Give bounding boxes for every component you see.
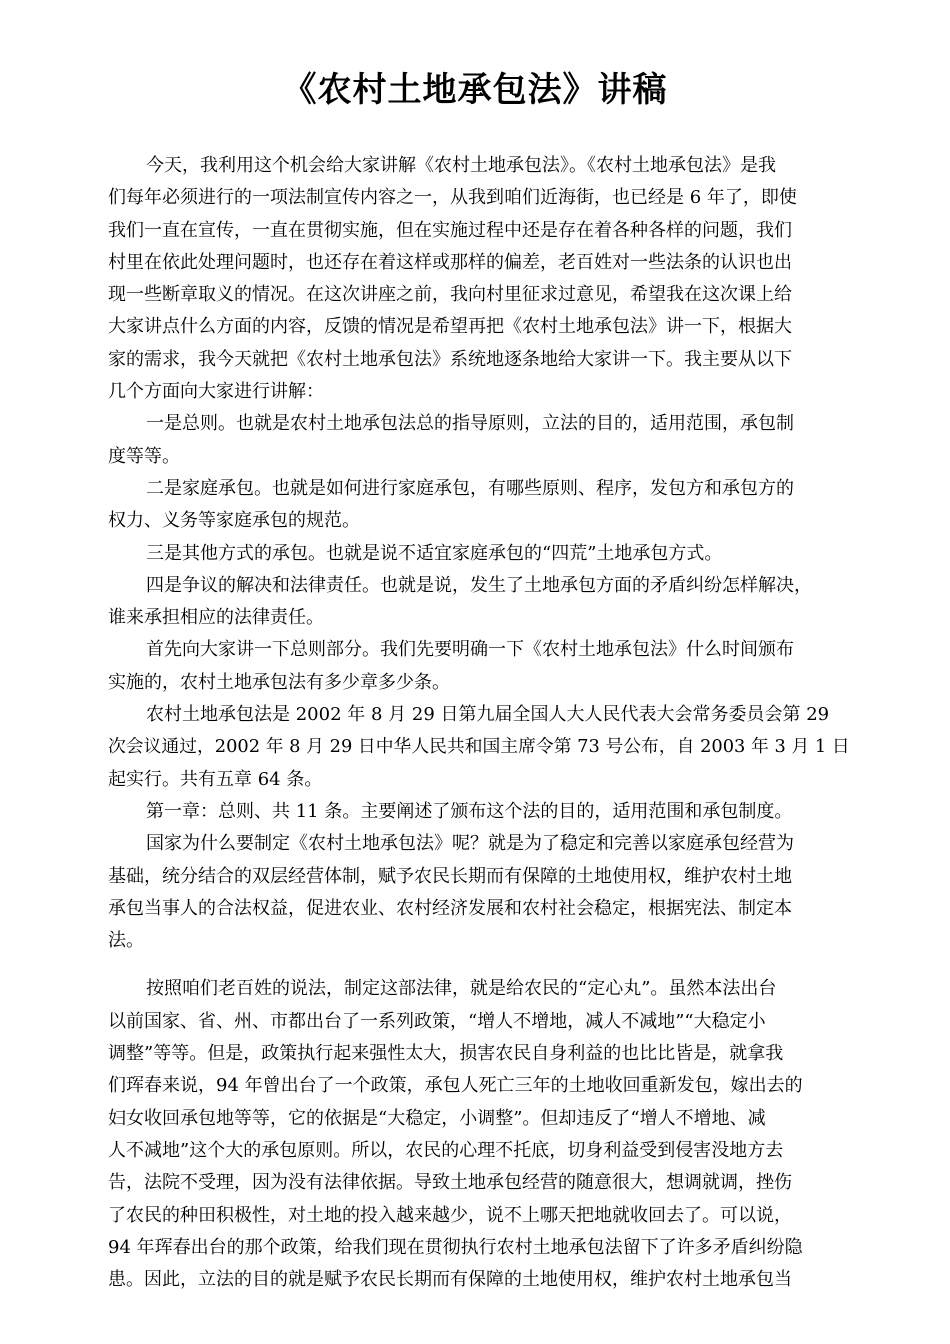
paragraph-line: 四是争议的解决和法律责任。也就是说，发生了土地承包方面的矛盾纠纷怎样解决， xyxy=(146,574,812,596)
paragraph-line: 首先向大家讲一下总则部分。我们先要明确一下《农村土地承包法》什么时间颁布 xyxy=(146,639,794,661)
paragraph-line: 法。 xyxy=(108,930,144,952)
paragraph-line: 了农民的种田积极性，对土地的投入越来越少，说不上哪天把地就收回去了。可以说， xyxy=(108,1204,792,1226)
paragraph-line: 第一章：总则、共 11 条。主要阐述了颁布这个法的目的，适用范围和承包制度。 xyxy=(146,800,793,822)
paragraph-line: 妇女收回承包地等等，它的依据是“大稳定，小调整”。但却违反了“增人不增地、减 xyxy=(108,1107,766,1129)
paragraph-line: 二是家庭承包。也就是如何进行家庭承包，有哪些原则、程序，发包方和承包方的 xyxy=(146,477,794,499)
paragraph-line: 今天，我利用这个机会给大家讲解《农村土地承包法》。《农村土地承包法》是我 xyxy=(146,155,776,176)
paragraph-line: 们珲春来说，94 年曾出台了一个政策，承包人死亡三年的土地收回重新发包，嫁出去的 xyxy=(108,1075,803,1097)
paragraph-line: 三是其他方式的承包。也就是说不适宜家庭承包的“四荒”土地承包方式。 xyxy=(146,542,723,564)
document-title: 《农村土地承包法》讲稿 xyxy=(282,70,668,110)
paragraph-general-principles xyxy=(108,408,850,473)
paragraph-line: 几个方面向大家进行讲解： xyxy=(108,381,324,403)
paragraph-other-contracting xyxy=(108,538,850,570)
paragraph-line: 次会议通过，2002 年 8 月 29 日中华人民共和国主席令第 73 号公布，自 2003 年 3 月 1 日 xyxy=(108,736,850,758)
paragraph-line: 94 年珲春出台的那个政策，给我们现在贯彻执行农村土地承包法留下了许多矛盾纠纷隐 xyxy=(108,1236,803,1258)
paragraph-line: 我们一直在宣传，一直在贯彻实施，但在实施过程中还是存在着各种各样的问题，我们 xyxy=(108,219,792,241)
paragraph-line: 按照咱们老百姓的说法，制定这部法律，就是给农民的“定心丸”。虽然本法出台 xyxy=(146,978,777,1000)
paragraph-line: 基础，统分结合的双层经营体制，赋予农民长期而有保障的土地使用权，维护农村土地 xyxy=(108,865,792,887)
paragraph-line: 大家讲点什么方面的内容，反馈的情况是希望再把《农村土地承包法》讲一下，根据大 xyxy=(108,316,792,338)
paragraph-line: 现一些断章取义的情况。在这次讲座之前，我向村里征求过意见，希望我在这次课上给 xyxy=(108,284,792,306)
paragraph-line: 国家为什么要制定《农村土地承包法》呢？就是为了稳定和完善以家庭承包经营为 xyxy=(146,833,794,855)
paragraph-line: 农村土地承包法是 2002 年 8 月 29 日第九届全国人大人民代表大会常务委员会第 29 xyxy=(146,704,830,726)
paragraph-line: 一是总则。也就是农村土地承包法总的指导原则，立法的目的，适用范围，承包制 xyxy=(146,413,794,435)
paragraph-disputes xyxy=(108,570,850,635)
paragraph-line: 患。因此，立法的目的就是赋予农民长期而有保障的土地使用权，维护农村土地承包当 xyxy=(108,1269,792,1291)
paragraph-family-contracting xyxy=(108,473,850,538)
paragraph-purpose xyxy=(108,828,850,957)
paragraph-spacer xyxy=(108,957,850,973)
paragraph-line: 告，法院不受理，因为没有法律依据。导致土地承包经营的随意很大，想调就调，挫伤 xyxy=(108,1172,792,1194)
paragraph-line: 实施的，农村土地承包法有多少章多少条。 xyxy=(108,671,450,693)
paragraph-line: 承包当事人的合法权益，促进农业、农村经济发展和农村社会稳定，根据宪法、制定本 xyxy=(108,897,792,919)
paragraph-line: 村里在依此处理问题时，也还存在着这样或那样的偏差，老百姓对一些法条的认识也出 xyxy=(108,251,792,273)
paragraph-intro xyxy=(108,150,850,408)
paragraph-line: 家的需求，我今天就把《农村土地承包法》系统地逐条地给大家讲一下。我主要从以下 xyxy=(108,348,792,370)
paragraph-line: 们每年必须进行的一项法制宣传内容之一，从我到咱们近海街，也已经是 6 年了，即使 xyxy=(108,187,797,209)
paragraph-general-section xyxy=(108,634,850,699)
paragraph-chapter-one xyxy=(108,796,850,828)
paragraph-line: 起实行。共有五章 64 条。 xyxy=(108,768,323,790)
paragraph-line: 人不减地”这个大的承包原则。所以，农民的心理不托底，切身利益受到侵害没地方去 xyxy=(108,1139,784,1161)
paragraph-line: 度等等。 xyxy=(108,445,180,467)
paragraph-line: 调整”等等。但是，政策执行起来强性太大，损害农民自身利益的也比比皆是，就拿我 xyxy=(108,1043,784,1065)
paragraph-line: 以前国家、省、州、市都出台了一系列政策，“增人不增地，减人不减地”“大稳定小 xyxy=(108,1010,766,1032)
paragraph-reassurance xyxy=(108,973,850,1296)
document-body xyxy=(108,150,850,1296)
paragraph-line: 权力、义务等家庭承包的规范。 xyxy=(108,510,360,532)
paragraph-enactment xyxy=(108,699,850,796)
paragraph-line: 谁来承担相应的法律责任。 xyxy=(108,607,324,629)
